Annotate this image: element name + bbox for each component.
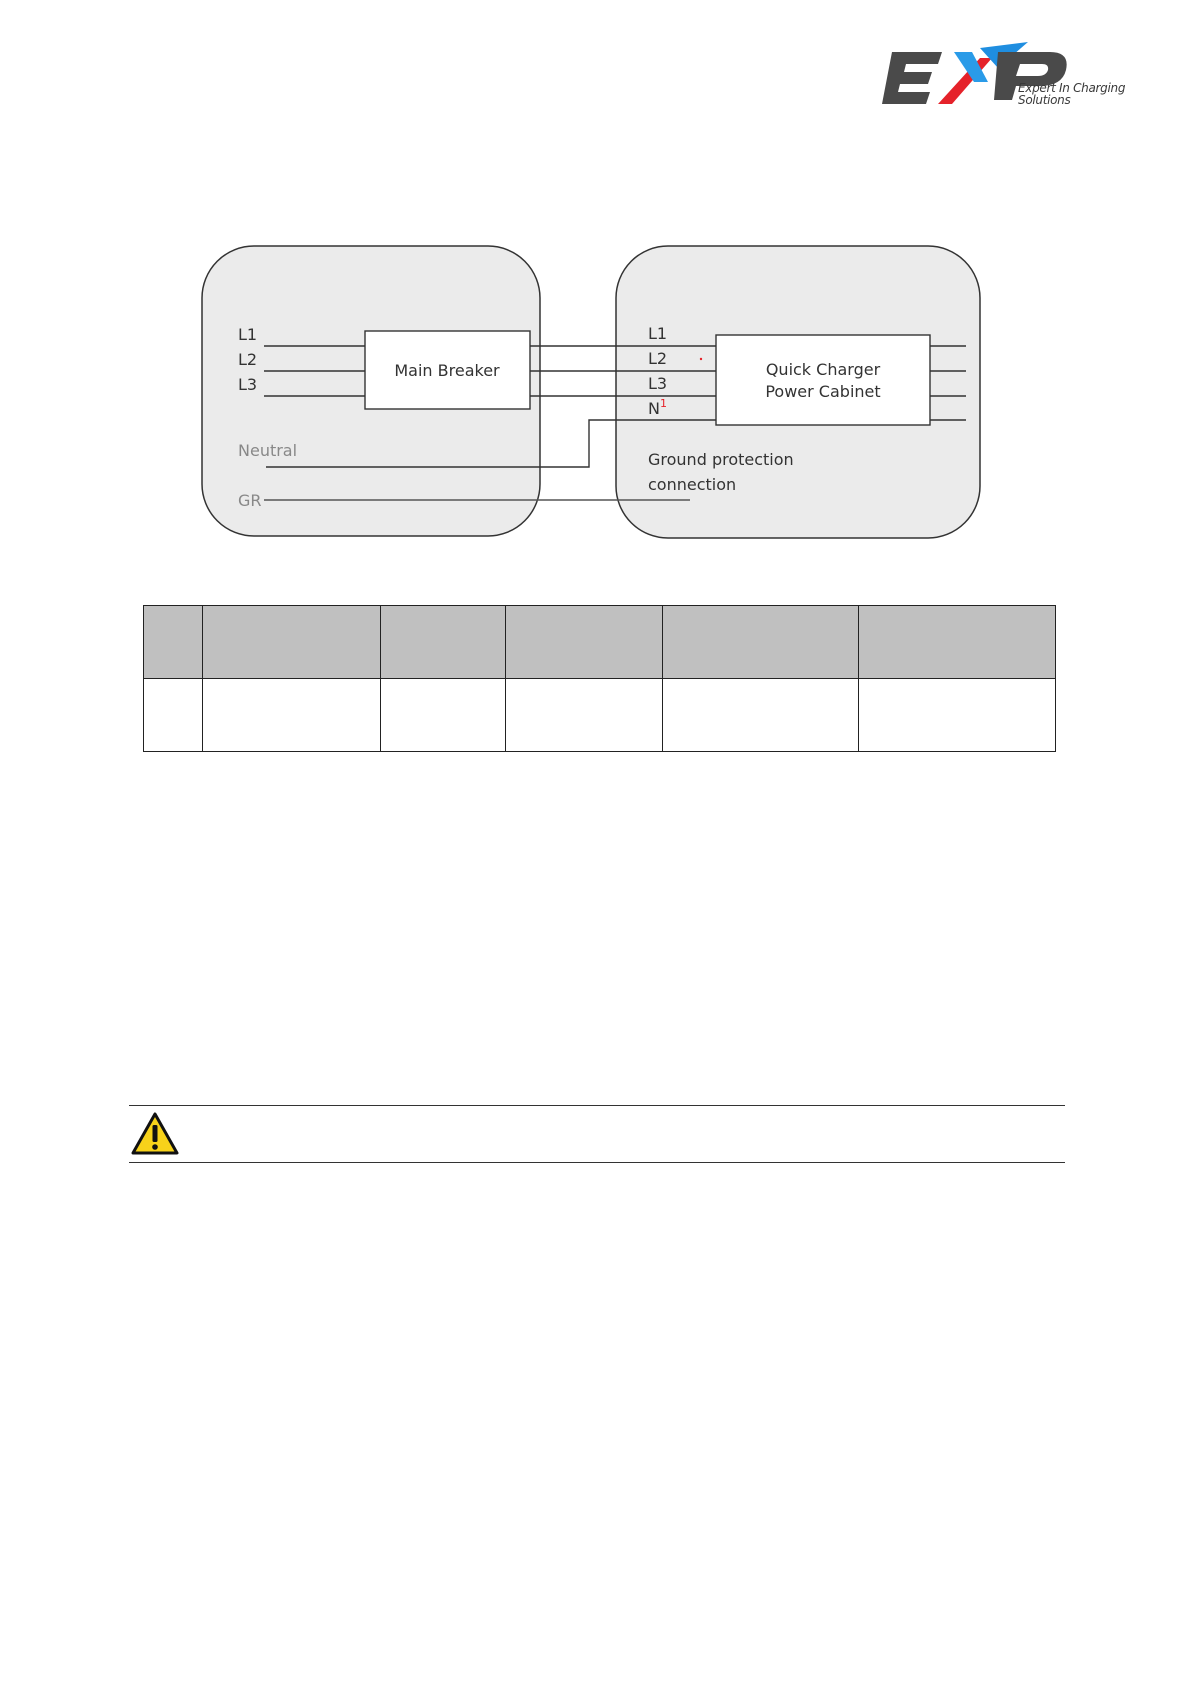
right-label-l1: L1 [648, 324, 668, 343]
cabinet-label-1: Quick Charger [765, 360, 881, 379]
left-label-l3: L3 [238, 375, 258, 394]
table-cell [144, 606, 203, 679]
ground-protection-label-2: connection [648, 475, 737, 494]
spec-table [143, 605, 1056, 752]
table-cell [381, 679, 506, 752]
logo-tagline-1: Expert In Charging [1018, 81, 1126, 95]
wiring-diagram [0, 0, 1192, 560]
ground-protection-label-1: Ground protection [648, 450, 794, 469]
warning-bottom-rule [129, 1162, 1065, 1163]
warning-top-rule [129, 1105, 1065, 1106]
cabinet-label-2: Power Cabinet [765, 382, 881, 401]
table-cell [506, 679, 663, 752]
main-breaker-label: Main Breaker [394, 361, 500, 380]
table-cell [381, 606, 506, 679]
table-cell [663, 606, 859, 679]
logo-tagline-2: Solutions [1018, 93, 1071, 107]
warning-triangle-icon [131, 1112, 179, 1156]
ground-label: GR [238, 491, 262, 510]
table-cell [144, 679, 203, 752]
table-cell [506, 606, 663, 679]
neutral-label: Neutral [238, 441, 298, 460]
right-label-n: $N^1$ [648, 397, 667, 418]
table-cell [203, 606, 381, 679]
table-header-row [144, 606, 1056, 679]
right-label-l2: L2 [648, 349, 668, 368]
table-row [144, 679, 1056, 752]
table-cell [663, 679, 859, 752]
table-cell [859, 606, 1056, 679]
right-label-l3: L3 [648, 374, 668, 393]
charger-cabinet-box [716, 335, 930, 425]
left-label-l2: L2 [238, 350, 258, 369]
left-label-l1: L1 [238, 325, 258, 344]
table-cell [203, 679, 381, 752]
table-cell [859, 679, 1056, 752]
